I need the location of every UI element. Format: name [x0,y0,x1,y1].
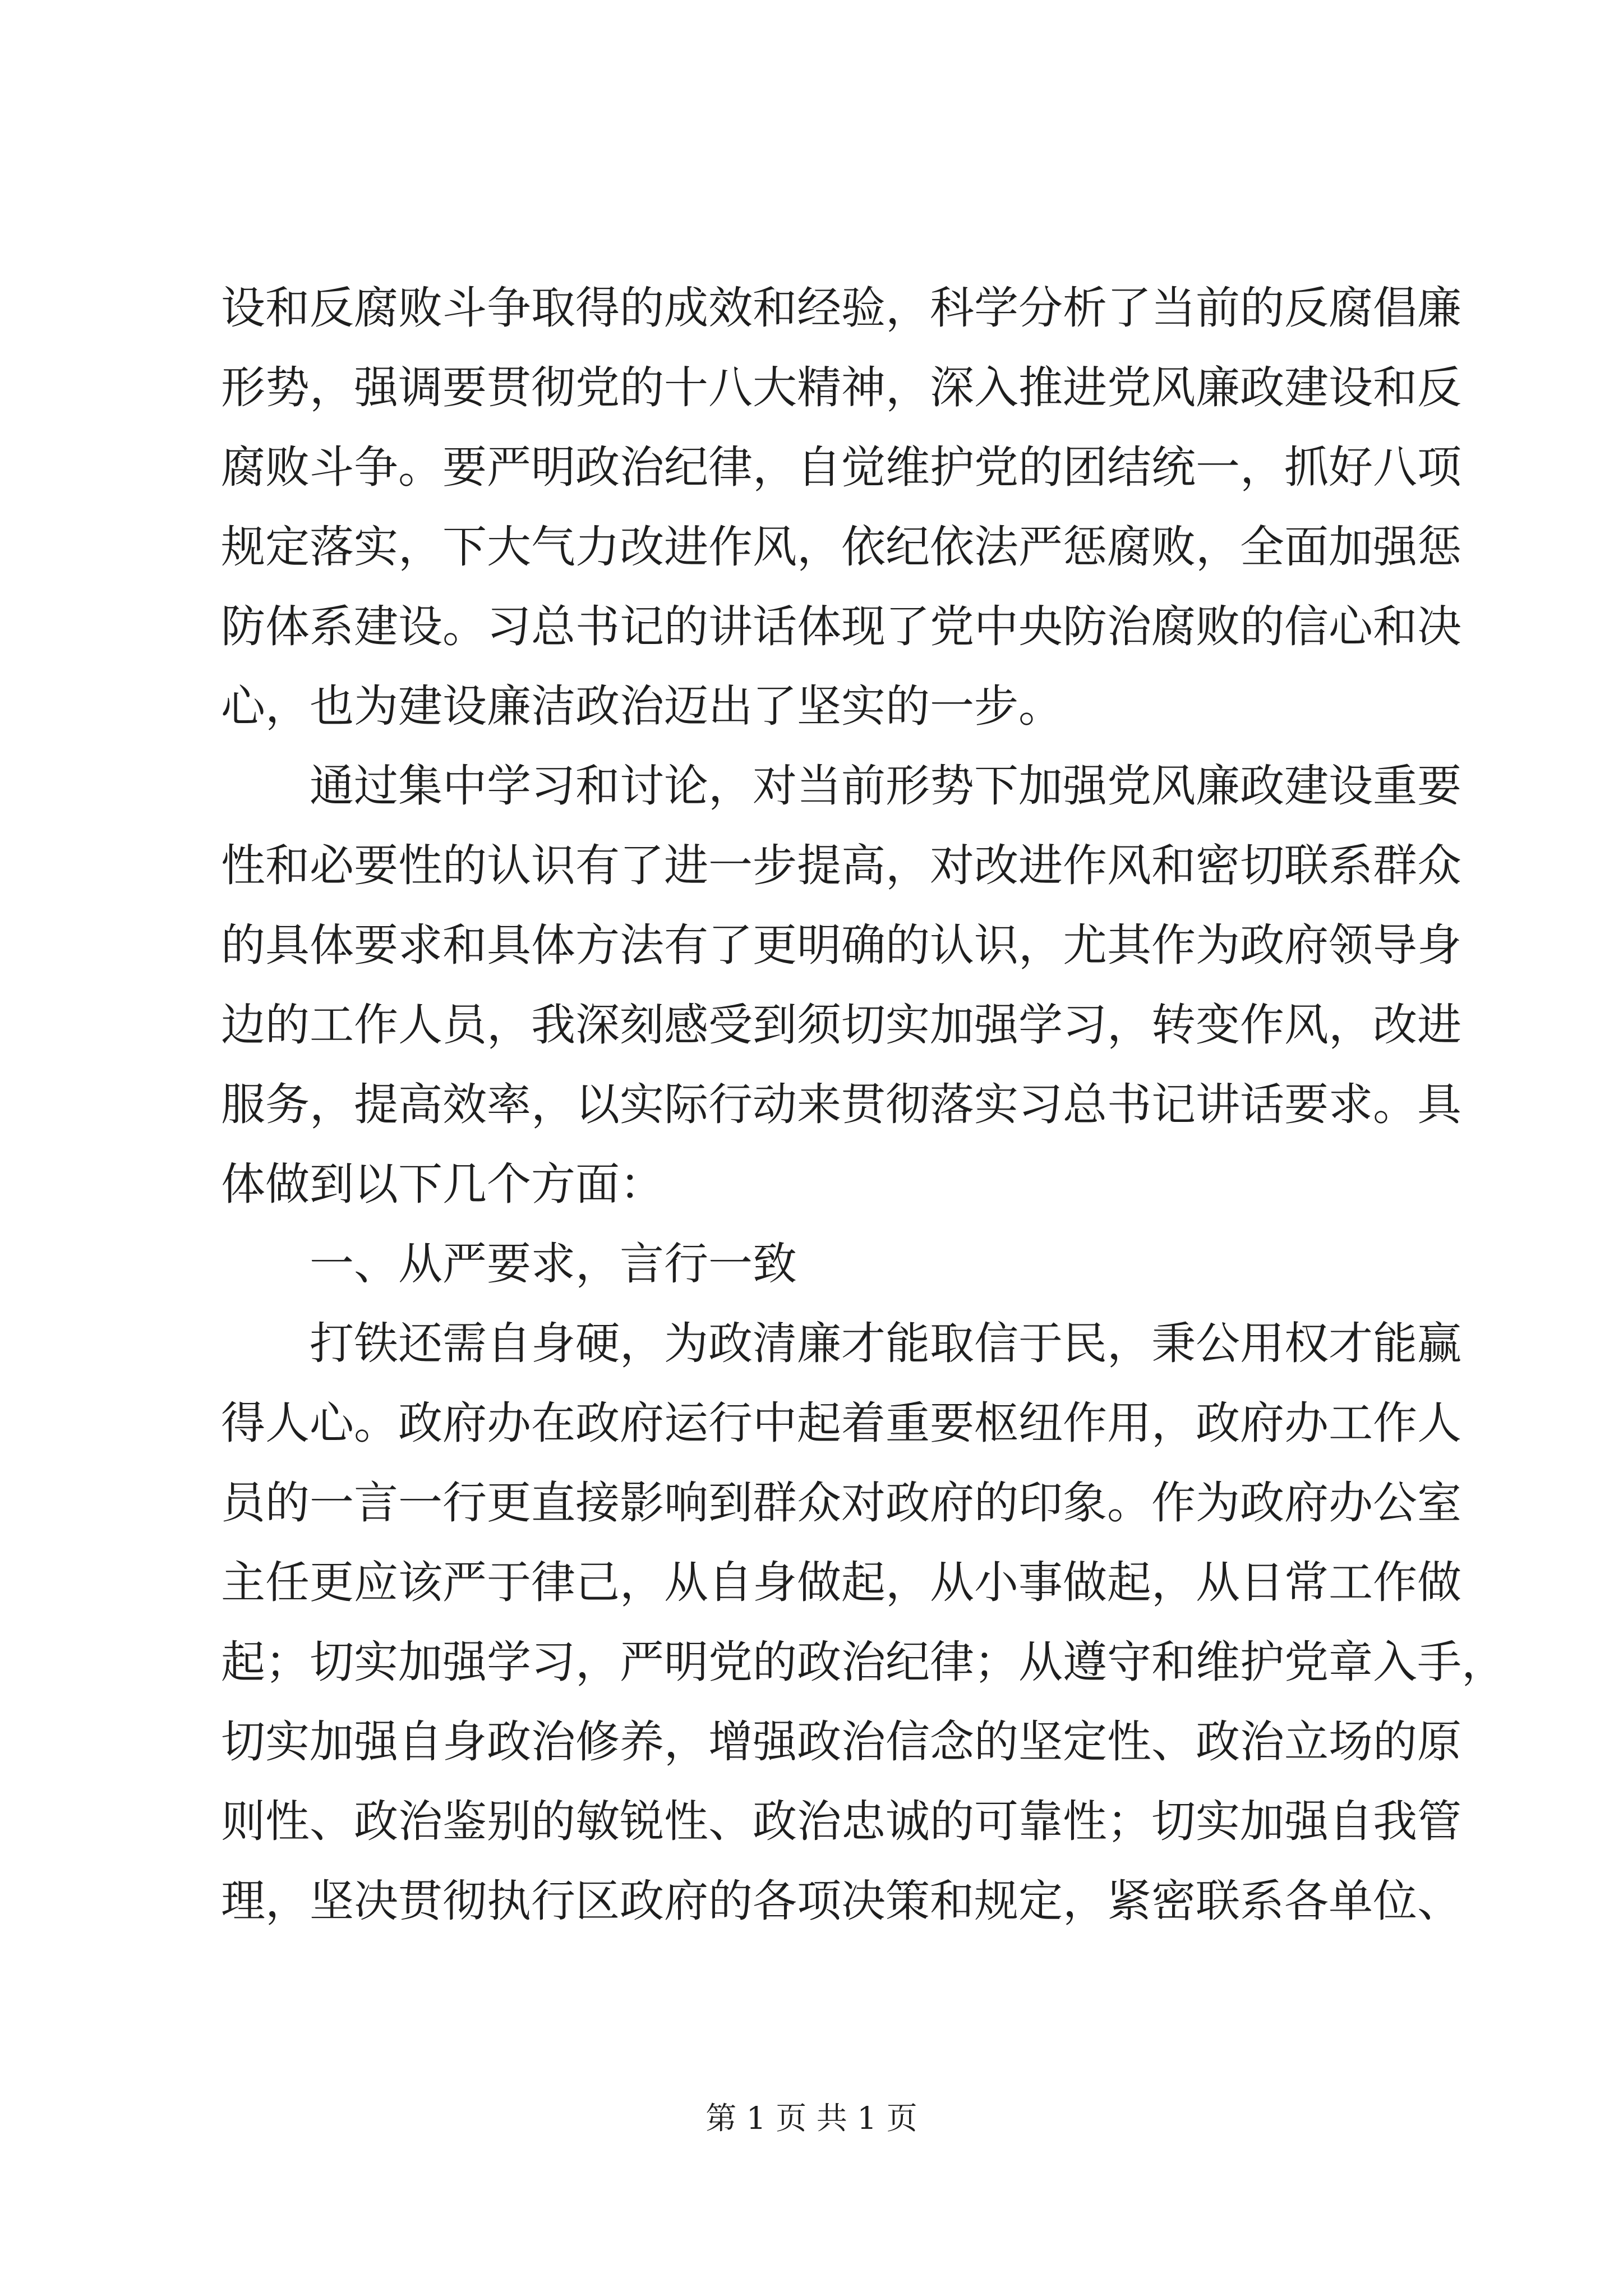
text-line: 心，也为建设廉洁政治迈出了坚实的一步。 [221,680,1063,732]
text-line: 则性、政治鉴别的敏锐性、政治忠诚的可靠性；切实加强自我管 [221,1796,1461,1847]
text-line: 服务，提高效率，以实际行动来贯彻落实习总书记讲话要求。具 [221,1079,1461,1130]
text-line: 设和反腐败斗争取得的成效和经验，科学分析了当前的反腐倡廉 [221,282,1461,334]
document-body [221,268,1506,1941]
text-line: 的具体要求和具体方法有了更明确的认识，尤其作为政府领导身 [221,919,1461,971]
text-line: 通过集中学习和讨论，对当前形势下加强党风廉政建设重要 [310,760,1461,812]
text-line: 形势，强调要贯彻党的十八大精神，深入推进党风廉政建设和反 [221,362,1461,413]
text-line: 防体系建设。习总书记的讲话体现了党中央防治腐败的信心和决 [221,601,1461,652]
paragraph [221,268,1461,746]
text-line: 得人心。政府办在政府运行中起着重要枢纽作用，政府办工作人 [221,1397,1461,1449]
text-line: 一、从严要求，言行一致 [310,1238,797,1290]
text-line: 理，坚决贯彻执行区政府的各项决策和规定，紧密联系各单位、 [221,1875,1461,1927]
text-line: 规定落实，下大气力改进作风，依纪依法严惩腐败，全面加强惩 [221,521,1461,573]
paragraph [221,746,1461,1224]
paragraph [221,1304,1506,1941]
text-line: 边的工作人员，我深刻感受到须切实加强学习，转变作风，改进 [221,999,1461,1051]
text-line: 起；切实加强学习，严明党的政治纪律；从遵守和维护党章入手， [221,1636,1506,1688]
text-line: 性和必要性的认识有了进一步提高，对改进作风和密切联系群众 [221,840,1461,891]
text-line: 体做到以下几个方面： [221,1158,664,1210]
page-footer: 第 1 页 共 1 页 [706,2100,917,2136]
text-line: 打铁还需自身硬，为政清廉才能取信于民，秉公用权才能赢 [310,1318,1461,1369]
paragraph [221,1224,1415,1304]
text-line: 腐败斗争。要严明政治纪律，自觉维护党的团结统一，抓好八项 [221,441,1461,493]
text-line: 员的一言一行更直接影响到群众对政府的印象。作为政府办公室 [221,1477,1461,1529]
text-line: 切实加强自身政治修养，增强政治信念的坚定性、政治立场的原 [221,1716,1461,1768]
text-line: 主任更应该严于律己，从自身做起，从小事做起，从日常工作做 [221,1557,1461,1608]
